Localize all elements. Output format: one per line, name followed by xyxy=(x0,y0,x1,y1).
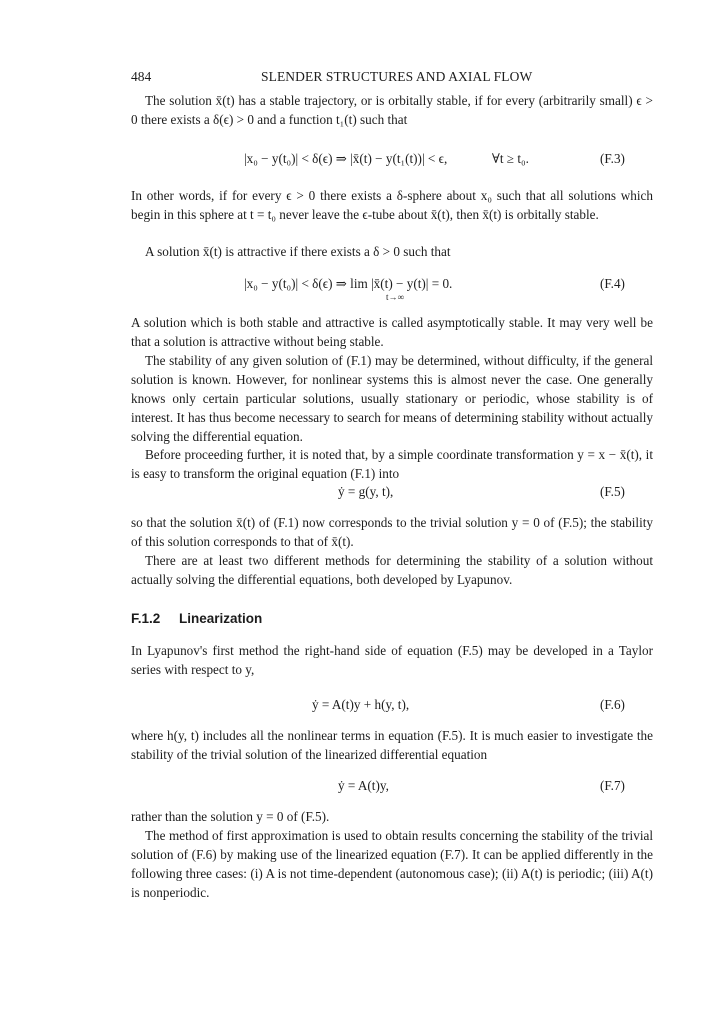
paragraph-delta-sphere: In other words, if for every ϵ > 0 there exists a δ-sphere about x₀ such that all solutions which begin in this sphere at t = t₀ never leave the ϵ-tube about x̄(t), then x̄(t) is orbitally stable. xyxy=(131,188,653,222)
equation-f3-condition: ∀t ≥ t₀. xyxy=(491,151,529,166)
running-title: SLENDER STRUCTURES AND AXIAL FLOW xyxy=(261,69,533,84)
paragraph-nonlinear-terms: where h(y, t) includes all the nonlinear terms in equation (F.5). It is much easier to investigate the stability of the trivial solution of the linearized differential equation xyxy=(131,728,653,762)
paragraph-rather-than: rather than the solution y = 0 of (F.5). xyxy=(131,809,330,824)
section-heading xyxy=(131,611,262,626)
paragraph-trivial-solution: so that the solution x̄(t) of (F.1) now corresponds to the trivial solution y = 0 of (F.5); the stability of this solution corresponds to that of x̄(t). xyxy=(131,515,653,549)
limit-subscript: t→∞ xyxy=(386,292,404,302)
equation-f3-body: |x₀ − y(t₀)| < δ(ϵ) ⇒ |x̄(t) − y(t₁(t))| < ϵ, xyxy=(244,151,448,166)
equation-f6-label: (F.6) xyxy=(600,697,625,712)
equation-f4-label: (F.4) xyxy=(600,276,625,291)
paragraph-coordinate-transform: Before proceeding further, it is noted that, by a simple coordinate transformation y = x − x̄(t), it is easy to transform the original equation (F.1) into xyxy=(131,447,653,481)
page-number: 484 xyxy=(131,69,152,84)
equation-f6: ẏ = A(t)y + h(y, t), xyxy=(312,697,410,712)
section-title: Linearization xyxy=(179,611,263,626)
section-number: F.1.2 xyxy=(131,611,161,626)
equation-f5: ẏ = g(y, t), xyxy=(338,484,394,499)
equation-f3-label: (F.3) xyxy=(600,151,625,166)
equation-f4: |x₀ − y(t₀)| < δ(ϵ) ⇒ lim |x̄(t) − y(t)| = 0. xyxy=(244,276,453,291)
paragraph-general-solution: The stability of any given solution of (F.1) may be determined, without difficulty, if the general solution is known. However, for nonlinear systems this is almost never the case. One generally knows only certain particular solutions, usually stationary or periodic, whose stability is of interest. It has thus become necessary to search for means of determining stability without actually solving the differential equation. xyxy=(131,353,653,444)
paragraph-orbital-stability: The solution x̄(t) has a stable trajectory, or is orbitally stable, if for every (arbitrarily small) ϵ > 0 there exists a δ(ϵ) > 0 and a function t₁(t) such that xyxy=(131,93,653,127)
paragraph-first-approximation: The method of first approximation is used to obtain results concerning the stability of the trivial solution of (F.6) by making use of the linearized equation (F.7). It can be applied differently in the following three cases: (i) A is not time-dependent (autonomous case); (ii) A(t) is periodic; (iii) A(t) is nonperiodic. xyxy=(131,828,653,900)
page-header xyxy=(131,69,651,87)
paragraph-first-method: In Lyapunov's first method the right-hand side of equation (F.5) may be developed in a Taylor series with respect to y, xyxy=(131,643,653,677)
paragraph-asymptotic: A solution which is both stable and attractive is called asymptotically stable. It may very well be that a solution is attractive without being stable. xyxy=(131,315,653,349)
equation-f7-label: (F.7) xyxy=(600,778,625,793)
paragraph-attractive: A solution x̄(t) is attractive if there exists a δ > 0 such that xyxy=(145,244,451,259)
equation-f7: ẏ = A(t)y, xyxy=(338,778,389,793)
equation-f5-label: (F.5) xyxy=(600,484,625,499)
equation-f3 xyxy=(244,151,529,167)
paragraph-lyapunov: There are at least two different methods for determining the stability of a solution without actually solving the differential equations, both developed by Lyapunov. xyxy=(131,553,653,587)
